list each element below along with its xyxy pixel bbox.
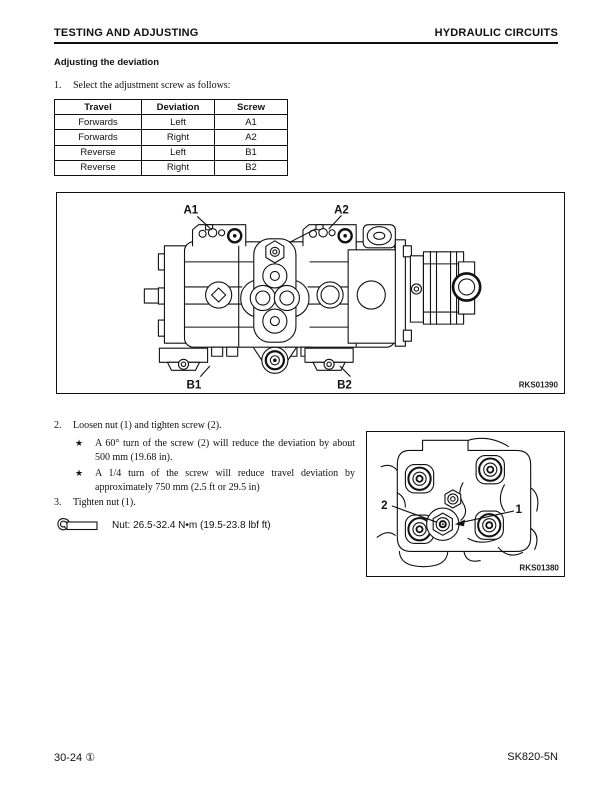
header-chapter-title: HYDRAULIC CIRCUITS (434, 27, 558, 39)
table-row (55, 115, 288, 130)
table-header-cell: Deviation (142, 100, 215, 115)
label-b1: B1 (186, 379, 202, 392)
step-number: 1. (54, 80, 62, 91)
figure-valve-closeup (366, 431, 565, 577)
valve-drawing (367, 432, 564, 576)
bullet-text: A 1/4 turn of the screw will reduce travel deviation by approximately 750 mm (2.5 ft or 29.5 in) (95, 468, 355, 493)
step-2 (54, 419, 364, 433)
table-header-cell: Screw (215, 100, 288, 115)
table-cell: Right (142, 130, 215, 145)
table-cell: Left (142, 145, 215, 160)
star-bullet (75, 467, 357, 494)
label-item-1: 1 (515, 503, 522, 517)
figure2-ref: RKS01380 (519, 563, 559, 573)
torque-text: Nut: 26.5-32.4 N•m (19.5-23.8 lbf ft) (112, 519, 271, 531)
table-cell: Reverse (55, 145, 142, 160)
table-header-cell: Travel (55, 100, 142, 115)
footer-model-number: SK820-5N (507, 751, 558, 763)
table-cell: A2 (215, 130, 288, 145)
label-a1: A1 (183, 204, 199, 217)
table-cell: Reverse (55, 160, 142, 175)
table-cell: B1 (215, 145, 288, 160)
step-number: 2. (54, 420, 62, 431)
adjustment-screw-table (54, 99, 288, 176)
footer-page-number: 30-24 ① (54, 752, 96, 764)
label-item-2: 2 (381, 499, 388, 513)
table-cell: Right (142, 160, 215, 175)
table-row (55, 160, 288, 175)
star-bullet (75, 437, 357, 464)
step-number: 3. (54, 497, 62, 508)
step-text: Loosen nut (1) and tighten screw (2). (73, 420, 222, 431)
label-a2: A2 (334, 204, 349, 217)
bullet-text: A 60° turn of the screw (2) will reduce the deviation by about 500 mm (19.68 in). (95, 438, 355, 463)
table-row (55, 130, 288, 145)
star-icon: ★ (75, 438, 84, 448)
header (54, 27, 558, 44)
table-cell: Forwards (55, 130, 142, 145)
footer (54, 751, 558, 764)
pump-drawing (57, 193, 564, 393)
step-text: Tighten nut (1). (73, 497, 136, 508)
step-text: Select the adjustment screw as follows: (73, 80, 231, 91)
wrench-icon (56, 516, 100, 534)
step-1 (54, 79, 374, 93)
section-title: Adjusting the deviation (54, 57, 160, 68)
table-cell: A1 (215, 115, 288, 130)
star-icon: ★ (75, 468, 84, 478)
table-cell: Left (142, 115, 215, 130)
figure-pump-top-view (56, 192, 565, 394)
header-section-title: TESTING AND ADJUSTING (54, 27, 199, 39)
torque-note (56, 516, 271, 534)
table-header-row (55, 100, 288, 115)
step-3 (54, 496, 364, 510)
table-row (55, 145, 288, 160)
table-cell: B2 (215, 160, 288, 175)
table-cell: Forwards (55, 115, 142, 130)
figure1-ref: RKS01390 (518, 380, 558, 390)
step-2-notes (75, 437, 357, 497)
label-b2: B2 (337, 379, 352, 392)
